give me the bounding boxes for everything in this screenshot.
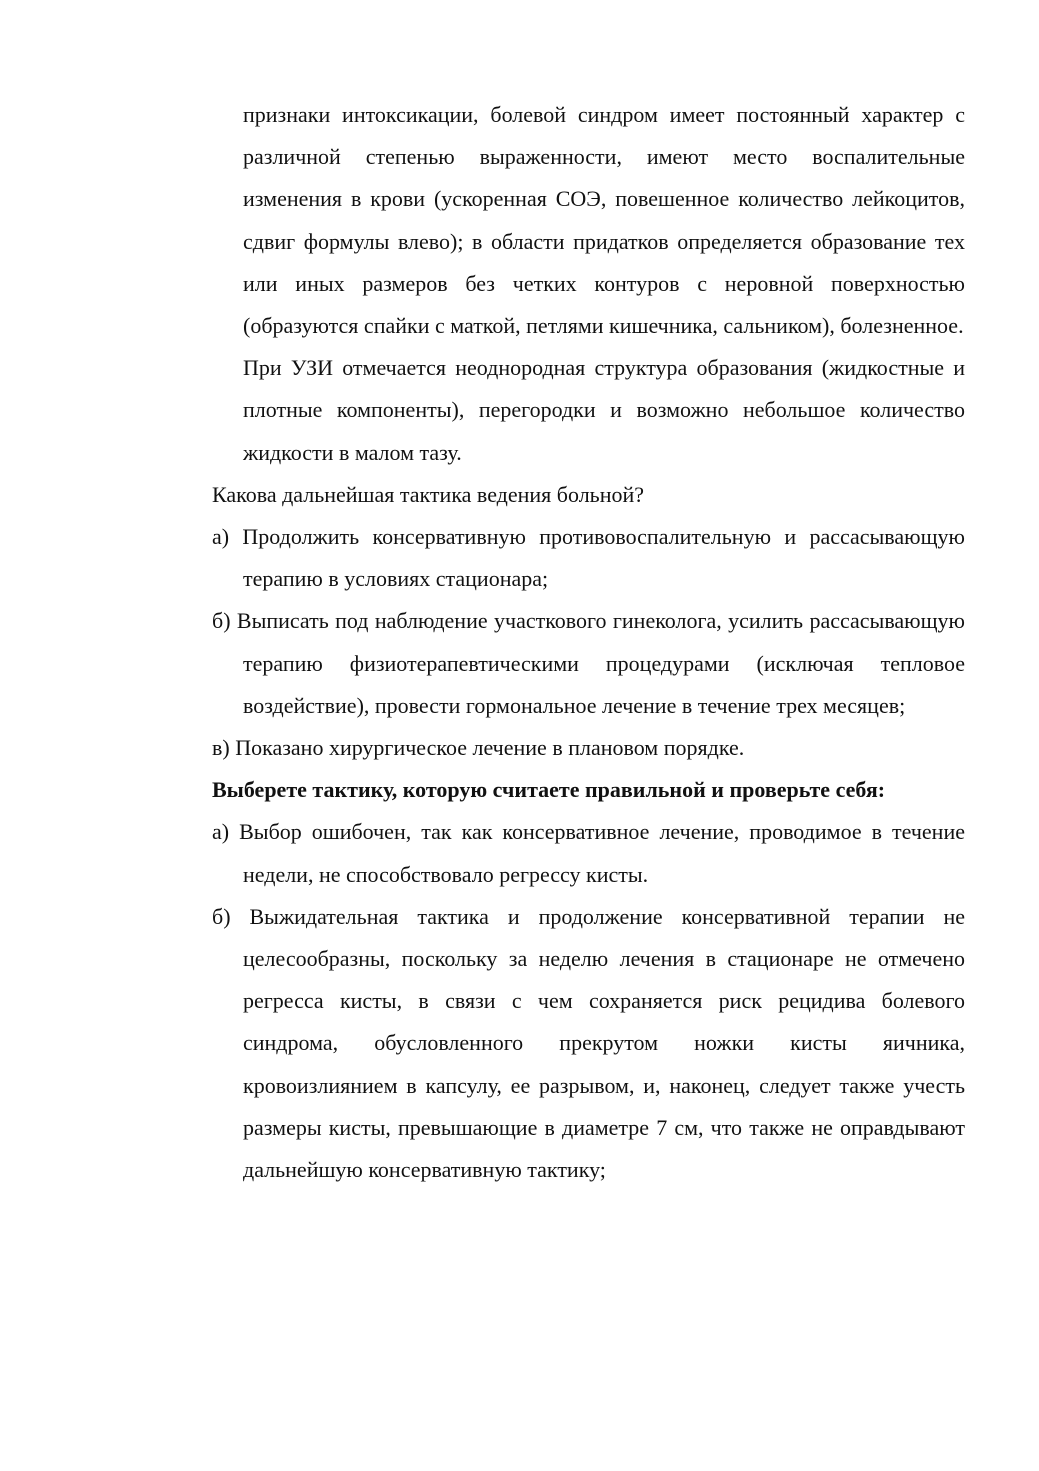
intro-paragraph: признаки интоксикации, болевой синдром имеет постоянный характер с различной степенью выраженности, имеют место воспалительные изменения в крови (ускоренная СОЭ, повешенное количество лейкоцитов, сдвиг формулы влево); в области придатков определяется образование тех или иных размеров без четких контуров с неровной поверхностью (образуются спайки с маткой, петлями кишечника, сальником), болезненное. <box>243 102 965 339</box>
document-body <box>212 94 965 1191</box>
option-a-paragraph: а) Продолжить консервативную противовоспалительную и рассасывающую терапию в условиях стационара; <box>212 524 965 592</box>
question-paragraph: Какова дальнейшая тактика ведения больной? <box>212 481 645 507</box>
check-heading: Выберете тактику, которую считаете правильной и проверьте себя: <box>212 777 886 803</box>
option-b-paragraph: б) Выписать под наблюдение участкового гинеколога, усилить рассасывающую терапию физиотерапевтическими процедурами (исключая тепловое воздействие), провести гормональное лечение в течение трех месяцев; <box>212 608 965 718</box>
option-v-paragraph: в) Показано хирургическое лечение в плановом порядке. <box>212 735 745 761</box>
answer-b-paragraph: б) Выжидательная тактика и продолжение консервативной терапии не целесообразны, поскольку за неделю лечения в стационаре не отмечено регресса кисты, в связи с чем сохраняется риск рецидива болевого синдрома, обусловленного прекрутом ножки кисты яичника, кровоизлиянием в капсулу, ее разрывом, и, наконец, следует также учесть размеры кисты, превышающие в диаметре 7 см, что также не оправдывают дальнейшую консервативную тактику; <box>212 903 965 1183</box>
ultrasound-paragraph: При УЗИ отмечается неоднородная структура образования (жидкостные и плотные компоненты), перегородки и возможно небольшое количество жидкости в малом тазу. <box>243 355 965 465</box>
answer-a-paragraph: а) Выбор ошибочен, так как консервативное лечение, проводимое в течение недели, не способствовало регрессу кисты. <box>212 819 965 887</box>
